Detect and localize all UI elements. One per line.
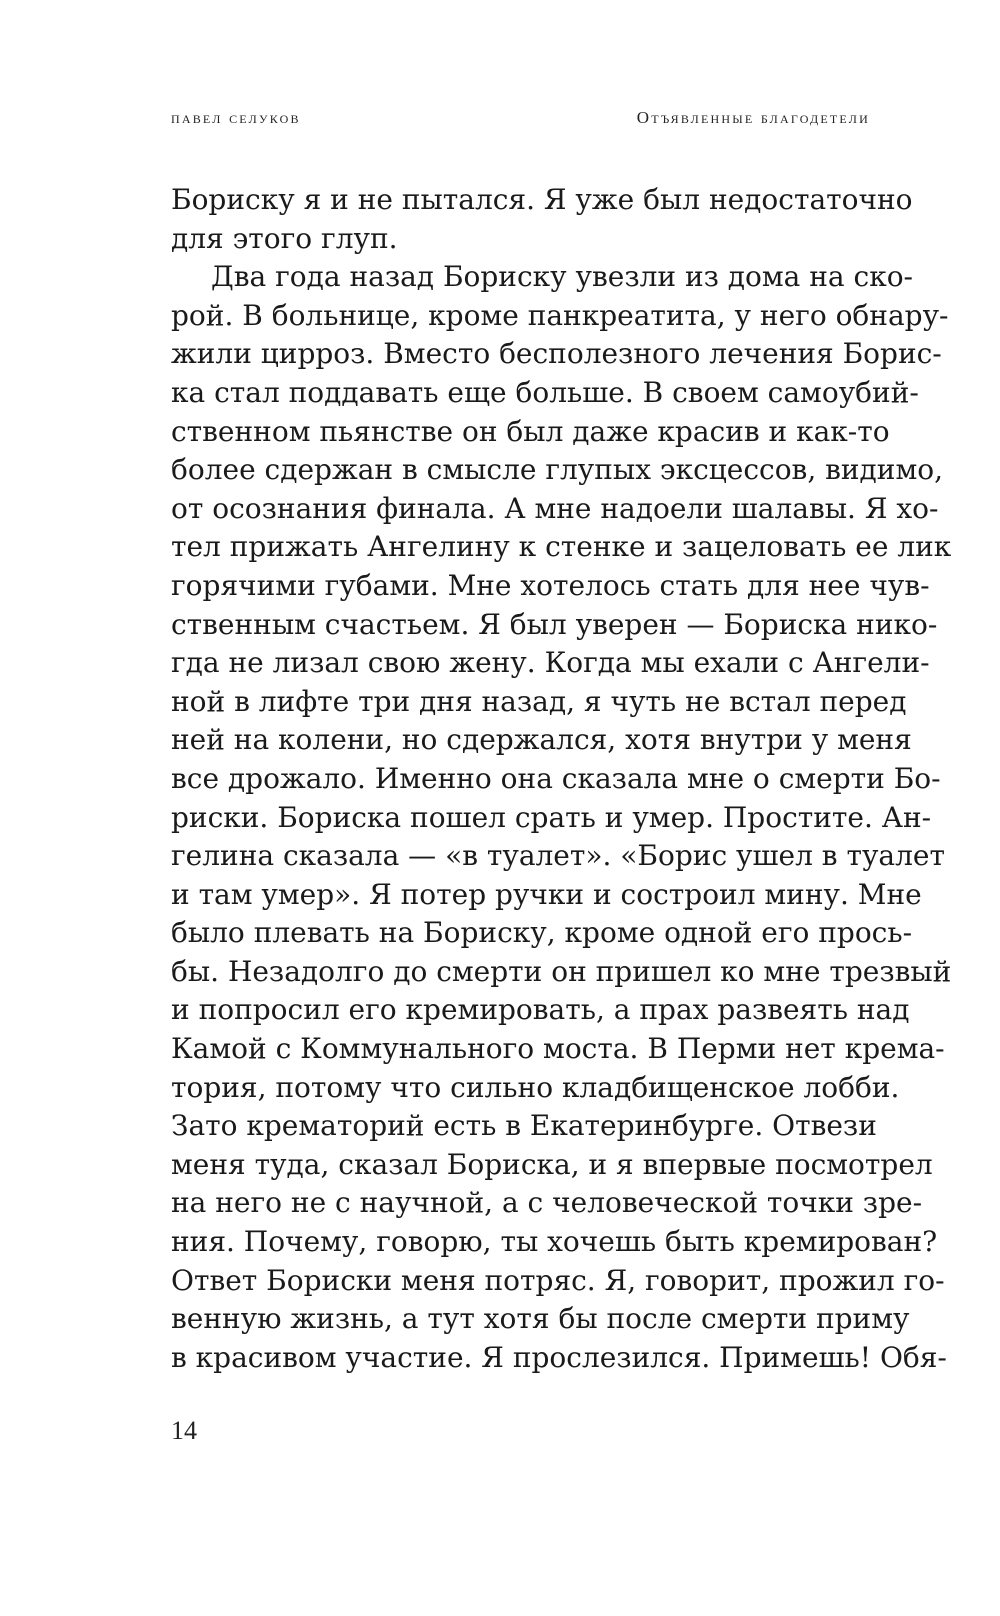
body-text: [171, 181, 952, 1377]
page-number: 14: [171, 1416, 197, 1445]
text-line: ней на колени, но сдержался, хотя внутри у меня: [171, 723, 912, 757]
text-line: и попросил его кремировать, а прах развеять над: [171, 993, 910, 1027]
text-line: от осознания финала. А мне надоели шалавы. Я хо-: [171, 491, 939, 525]
text-line: более сдержан в смысле глупых эксцессов, видимо,: [171, 453, 943, 487]
text-line: ной в лифте три дня назад, я чуть не встал перед: [171, 684, 907, 718]
text-line: рой. В больнице, кроме панкреатита, у него обнару-: [171, 298, 949, 332]
text-line: было плевать на Бориску, кроме одной его прось-: [171, 916, 913, 950]
text-line: на него не с научной, а с человеческой точки зре-: [171, 1186, 923, 1220]
text-line: Два года назад Бориску увезли из дома на ско-: [211, 260, 914, 294]
text-line: все дрожало. Именно она сказала мне о смерти Бо-: [171, 761, 941, 795]
text-line: для этого глуп.: [171, 221, 398, 255]
running-head-author: павел селуков: [171, 108, 301, 127]
text-line: тория, потому что сильно кладбищенское лобби.: [171, 1070, 900, 1104]
text-line: гда не лизал свою жену. Когда мы ехали с Ангели-: [171, 646, 930, 680]
text-line: Бориску я и не пытался. Я уже был недостаточно: [171, 183, 913, 216]
text-line: жили цирроз. Вместо бесполезного лечения Борис-: [171, 337, 942, 371]
text-line: ственным счастьем. Я был уверен — Бориска нико-: [171, 607, 938, 641]
text-line: ка стал поддавать еще больше. В своем самоубий-: [171, 375, 919, 409]
text-line: горячими губами. Мне хотелось стать для нее чув-: [171, 568, 930, 602]
text-line: в красивом участие. Я прослезился. Примешь! Обя-: [171, 1340, 947, 1374]
text-line: Камой с Коммунального моста. В Перми нет крема-: [171, 1032, 945, 1066]
text-line: Зато крематорий есть в Екатеринбурге. Отвези: [171, 1109, 877, 1143]
running-head-title: Отъявленные благодетели: [636, 108, 870, 127]
text-line: тел прижать Ангелину к стенке и зацеловать ее лик: [171, 530, 952, 564]
text-line: гелина сказала — «в туалет». «Борис ушел в туалет: [171, 839, 945, 873]
text-line: венную жизнь, а тут хотя бы после смерти приму: [171, 1302, 910, 1336]
text-line: ния. Почему, говорю, ты хочешь быть кремирован?: [171, 1225, 938, 1259]
text-line: ственном пьянстве он был даже красив и как-то: [171, 414, 890, 448]
text-line: риски. Бориска пошел срать и умер. Простите. Ан-: [171, 800, 932, 834]
text-line: бы. Незадолго до смерти он пришел ко мне трезвый: [171, 954, 952, 988]
text-line: Ответ Бориски меня потряс. Я, говорит, прожил го-: [171, 1263, 945, 1297]
text-line: и там умер». Я потер ручки и состроил мину. Мне: [171, 877, 922, 911]
text-line: меня туда, сказал Бориска, и я впервые посмотрел: [171, 1147, 933, 1181]
